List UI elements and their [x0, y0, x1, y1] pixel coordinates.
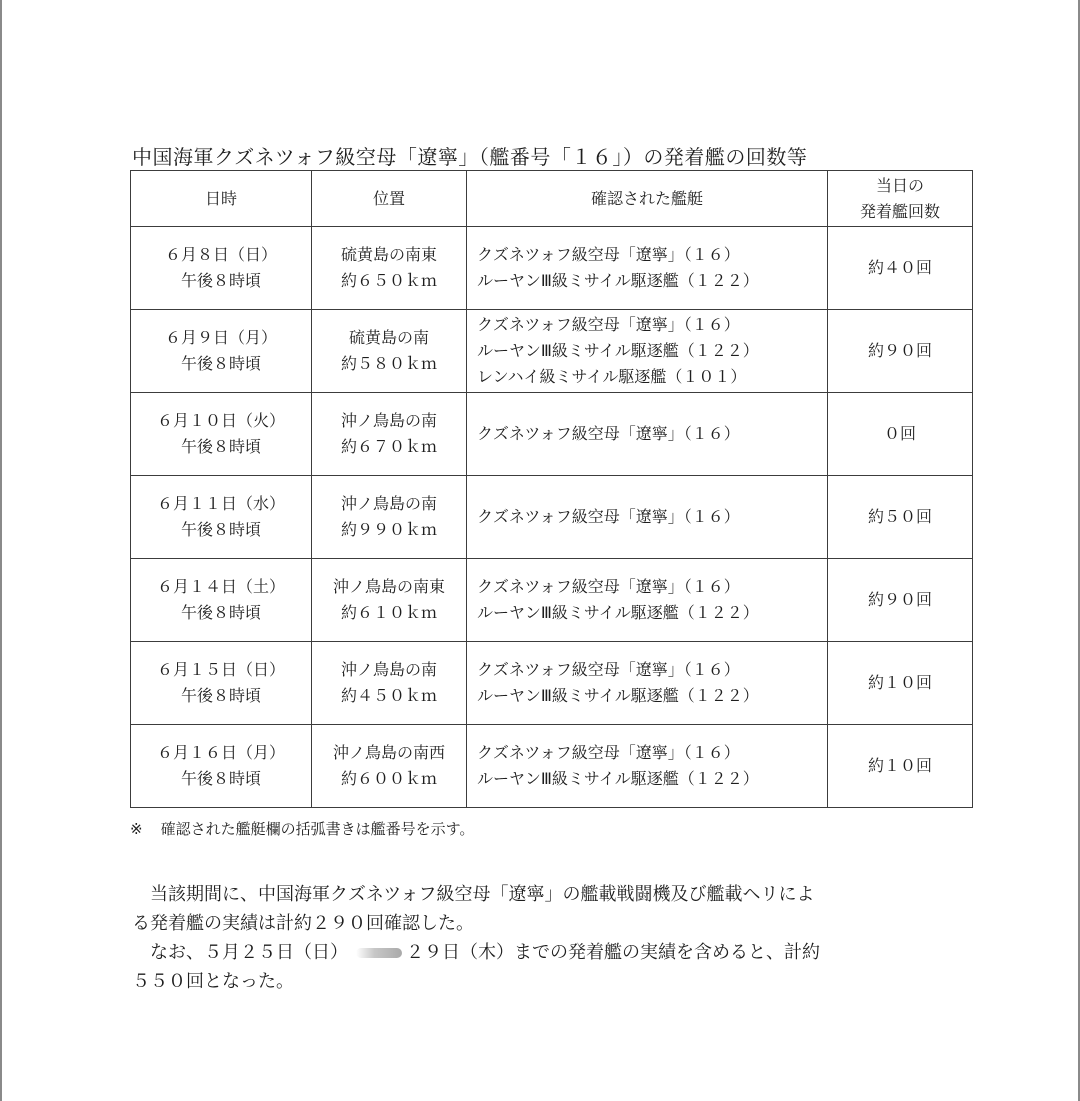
position-area: 硫黄島の南東 [340, 245, 437, 264]
datetime-cell [131, 227, 312, 310]
count-cell: 約５０回 [828, 476, 973, 559]
position-distance: 約９９０ｋｍ [340, 520, 437, 539]
position-cell [312, 725, 467, 808]
table-footnote [130, 818, 474, 839]
table-row [131, 393, 973, 476]
header-count-line1: 当日の [875, 175, 924, 195]
datetime-cell [131, 725, 312, 808]
time-text: 午後８時頃 [180, 271, 261, 290]
datetime-cell [131, 476, 312, 559]
ship-entry: クズネツォフ級空母「遼寧」（１６） [477, 315, 740, 334]
position-cell [312, 310, 467, 393]
header-count-line2: 発着艦回数 [859, 201, 940, 221]
count-cell: 約４０回 [828, 227, 973, 310]
count-cell: 約９０回 [828, 559, 973, 642]
ship-entry: ルーヤンⅢ級ミサイル駆逐艦（１２２） [477, 686, 759, 705]
position-distance: 約６００ｋｍ [340, 769, 437, 788]
count-cell: 約１０回 [828, 642, 973, 725]
note-mark: ※ [130, 820, 143, 838]
position-distance: 約６５０ｋｍ [340, 271, 437, 290]
paragraph-text: ２９日（木）までの発着艦の実績を含めると、計約 [406, 942, 820, 963]
ship-entry: クズネツォフ級空母「遼寧」（１６） [477, 424, 740, 443]
ship-entry: ルーヤンⅢ級ミサイル駆逐艦（１２２） [477, 271, 759, 290]
ships-cell [467, 559, 828, 642]
date-text: ６月１４日（土） [156, 577, 285, 596]
table-row [131, 227, 973, 310]
count-cell: 約１０回 [828, 725, 973, 808]
note-text: 確認された艦艇欄の括弧書きは艦番号を示す。 [160, 820, 475, 838]
datetime-cell [131, 393, 312, 476]
ship-entry: ルーヤンⅢ級ミサイル駆逐艦（１２２） [477, 603, 759, 622]
time-text: 午後８時頃 [180, 686, 261, 705]
date-text: ６月１０日（火） [156, 411, 285, 430]
time-text: 午後８時頃 [180, 769, 261, 788]
position-distance: 約６７０ｋｍ [340, 437, 437, 456]
position-cell [312, 393, 467, 476]
position-cell [312, 642, 467, 725]
header-count [828, 171, 973, 227]
paragraph-text: なお、５月２５日（日） [132, 942, 348, 963]
position-area: 沖ノ鳥島の南 [340, 411, 437, 430]
table-row [131, 725, 973, 808]
position-cell [312, 227, 467, 310]
position-area: 硫黄島の南 [348, 328, 429, 347]
ships-cell [467, 310, 828, 393]
position-area: 沖ノ鳥島の南東 [332, 577, 445, 596]
summary-paragraph [132, 880, 962, 996]
date-text: ６月９日（月） [164, 328, 277, 347]
time-text: 午後８時頃 [180, 603, 261, 622]
ship-entry: クズネツォフ級空母「遼寧」（１６） [477, 743, 740, 762]
header-datetime: 日時 [131, 171, 312, 227]
ships-cell [467, 227, 828, 310]
date-text: ６月１６日（月） [156, 743, 285, 762]
ships-cell [467, 393, 828, 476]
paragraph-line: ５５０回となった。 [132, 971, 294, 992]
ships-cell [467, 642, 828, 725]
count-cell: 約９０回 [828, 310, 973, 393]
table-row [131, 642, 973, 725]
ship-entry: クズネツォフ級空母「遼寧」（１６） [477, 245, 740, 264]
ship-entry: クズネツォフ級空母「遼寧」（１６） [477, 507, 740, 526]
position-area: 沖ノ鳥島の南 [340, 660, 437, 679]
paragraph-line: る発着艦の実績は計約２９０回確認した。 [132, 913, 474, 934]
datetime-cell [131, 559, 312, 642]
date-text: ６月１５日（日） [156, 660, 285, 679]
table-header-row [131, 171, 973, 227]
time-text: 午後８時頃 [180, 354, 261, 373]
paragraph-line [132, 938, 962, 967]
table-row [131, 476, 973, 559]
ship-entry: ルーヤンⅢ級ミサイル駆逐艦（１２２） [477, 341, 759, 360]
position-cell [312, 559, 467, 642]
time-text: 午後８時頃 [180, 437, 261, 456]
datetime-cell [131, 310, 312, 393]
ships-cell [467, 725, 828, 808]
header-ships: 確認された艦艇 [467, 171, 828, 227]
position-distance: 約６１０ｋｍ [340, 603, 437, 622]
ships-cell [467, 476, 828, 559]
count-cell: ０回 [828, 393, 973, 476]
table-row [131, 559, 973, 642]
time-text: 午後８時頃 [180, 520, 261, 539]
position-distance: 約４５０ｋｍ [340, 686, 437, 705]
ship-entry: クズネツォフ級空母「遼寧」（１６） [477, 660, 740, 679]
ship-entry: クズネツォフ級空母「遼寧」（１６） [477, 577, 740, 596]
date-text: ６月１１日（水） [156, 494, 285, 513]
position-area: 沖ノ鳥島の南 [340, 494, 437, 513]
datetime-cell [131, 642, 312, 725]
ship-entry: レンハイ級ミサイル駆逐艦（１０１） [477, 367, 747, 386]
position-cell [312, 476, 467, 559]
position-distance: 約５８０ｋｍ [340, 354, 437, 373]
table-row [131, 310, 973, 393]
header-position: 位置 [312, 171, 467, 227]
redacted-mark [356, 948, 402, 958]
document-title: 中国海軍クズネツォフ級空母「遼寧」（艦番号「１６」）の発着艦の回数等 [132, 145, 808, 169]
position-area: 沖ノ鳥島の南西 [332, 743, 445, 762]
page-left-edge [0, 0, 2, 1101]
date-text: ６月８日（日） [164, 245, 277, 264]
ship-entry: ルーヤンⅢ級ミサイル駆逐艦（１２２） [477, 769, 759, 788]
carrier-operations-table [130, 170, 973, 808]
paragraph-line: 当該期間に、中国海軍クズネツォフ級空母「遼寧」の艦載戦闘機及び艦載ヘリによ [132, 884, 815, 905]
